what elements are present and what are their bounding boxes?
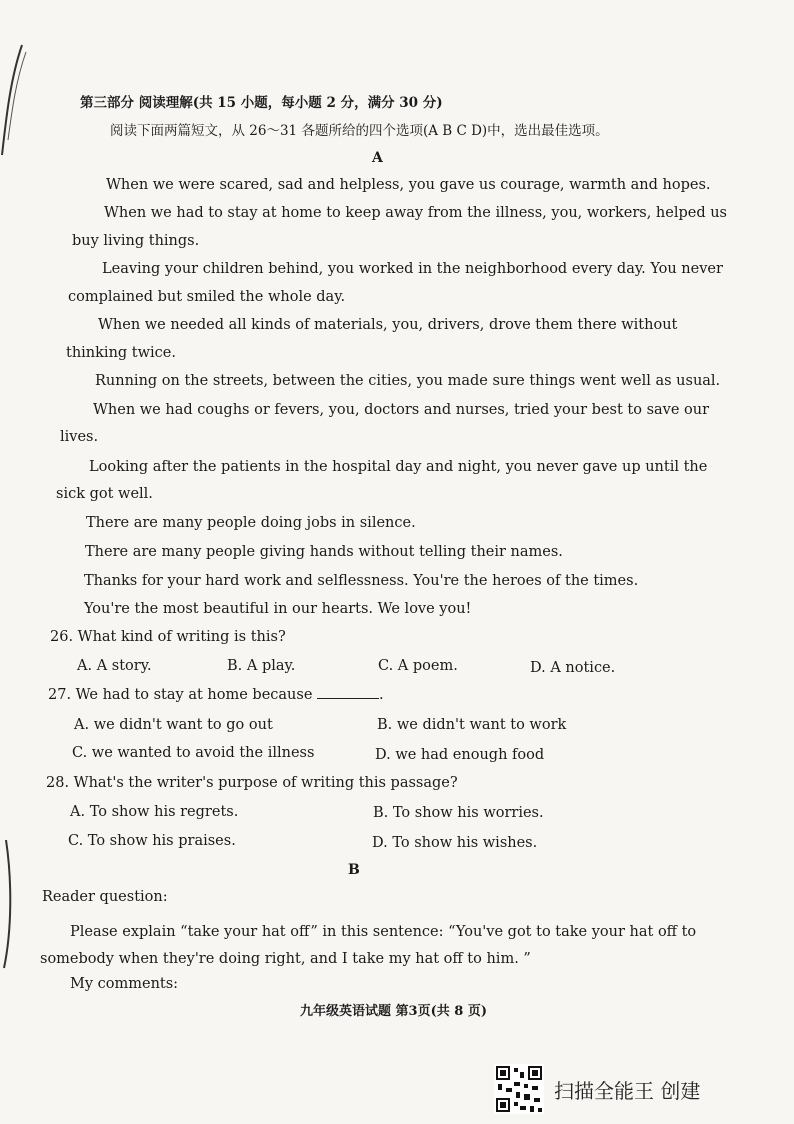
passage-a-title: A	[372, 150, 383, 166]
qr-code-icon	[494, 1064, 544, 1114]
passage-a-line: Running on the streets, between the cities, you made sure things went well as usual.	[95, 373, 721, 389]
passage-a-line: Looking after the patients in the hospital day and night, you never gave up until the	[89, 459, 708, 475]
question-28-option-b[interactable]: B. To show his worries.	[373, 805, 544, 821]
page-footer: 九年级英语试题 第3页(共 8 页)	[300, 1004, 487, 1019]
passage-a-line: buy living things.	[72, 233, 200, 249]
instructions: 阅读下面两篇短文，从 26～31 各题所给的四个选项(A B C D)中，选出最佳选项。	[110, 123, 609, 139]
passage-a-line: When we were scared, sad and helpless, you gave us courage, warmth and hopes.	[106, 177, 711, 193]
question-27-option-b[interactable]: B. we didn't want to work	[377, 717, 567, 733]
question-26-stem: 26. What kind of writing is this?	[50, 629, 286, 645]
section-header: 第三部分 阅读理解(共 15 小题，每小题 2 分，满分 30 分)	[80, 95, 443, 111]
passage-a-line: lives.	[60, 429, 99, 445]
passage-b-line: Please explain “take your hat off” in this sentence: “You've got to take your hat off to	[70, 924, 697, 940]
scan-smudge-top	[0, 40, 30, 160]
question-26-option-c[interactable]: C. A poem.	[378, 658, 458, 674]
passage-a-line: When we had to stay at home to keep away from the illness, you, workers, helped us	[104, 205, 727, 221]
passage-a-line: Thanks for your hard work and selflessness. You're the heroes of the times.	[84, 573, 639, 589]
passage-a-line: thinking twice.	[66, 345, 176, 361]
passage-a-line: Leaving your children behind, you worked in the neighborhood every day. You never	[102, 261, 723, 277]
scan-smudge-bottom	[0, 840, 16, 970]
passage-a-line: You're the most beautiful in our hearts. We love you!	[84, 601, 472, 617]
passage-a-line: When we needed all kinds of materials, you, drivers, drove them there without	[98, 317, 678, 333]
passage-a-line: complained but smiled the whole day.	[68, 289, 346, 305]
passage-b-line: Reader question:	[42, 889, 168, 905]
question-27-option-d[interactable]: D. we had enough food	[375, 747, 545, 763]
question-27-option-c[interactable]: C. we wanted to avoid the illness	[72, 745, 315, 761]
passage-a-line: sick got well.	[56, 486, 153, 502]
question-27-stem-text: 27. We had to stay at home because	[48, 687, 313, 703]
question-26-option-a[interactable]: A. A story.	[77, 658, 152, 674]
passage-a-line: There are many people giving hands without telling their names.	[85, 544, 563, 560]
question-27-option-a[interactable]: A. we didn't want to go out	[74, 717, 273, 733]
question-28-option-d[interactable]: D. To show his wishes.	[372, 835, 538, 851]
passage-b-line: My comments:	[70, 976, 179, 992]
passage-b-line: somebody when they're doing right, and I take my hat off to him. ”	[40, 951, 531, 967]
answer-blank[interactable]	[317, 686, 379, 699]
question-28-option-c[interactable]: C. To show his praises.	[68, 833, 236, 849]
scanner-watermark	[494, 1064, 700, 1114]
question-26-option-d[interactable]: D. A notice.	[530, 660, 616, 676]
question-28-stem: 28. What's the writer's purpose of writing this passage?	[46, 775, 458, 791]
passage-a-line: When we had coughs or fevers, you, doctors and nurses, tried your best to save our	[93, 402, 710, 418]
question-28-option-a[interactable]: A. To show his regrets.	[70, 804, 239, 820]
question-27-stem-end: .	[379, 687, 384, 703]
question-26-option-b[interactable]: B. A play.	[227, 658, 296, 674]
passage-b-title: B	[348, 862, 360, 878]
question-27-stem	[48, 686, 384, 704]
scanner-watermark-text: 扫描全能王 创建	[554, 1078, 701, 1103]
passage-a-line: There are many people doing jobs in silence.	[86, 515, 416, 531]
